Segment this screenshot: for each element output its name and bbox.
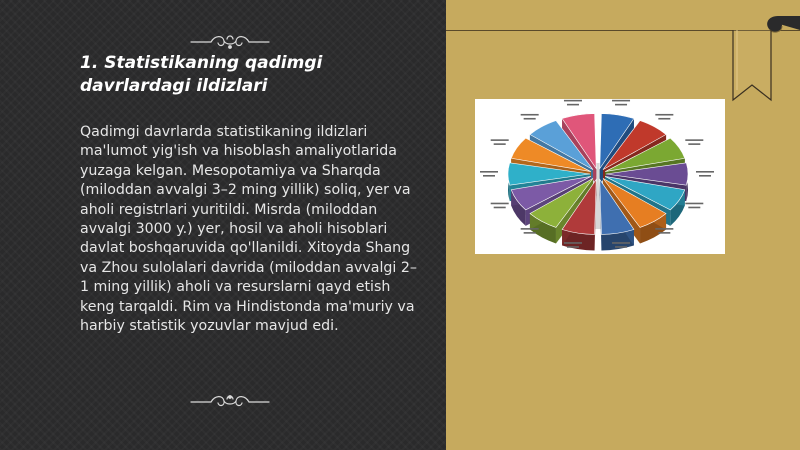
pie-label-mark: [685, 203, 703, 205]
pie-label-mark: [685, 139, 703, 141]
pie-label-mark: [564, 242, 582, 244]
ornament-divider-icon: [189, 32, 271, 52]
slide-body-text: Qadimgi davrlarda statistikaning ildizlari ma'lumot yig'ish va hisoblash amaliyotlarida yuzaga kelgan. Mesopotamiya va Sharqda (miloddan avvalgi 3–2 ming yillik) soliq, yer va aholi registrlari yuritildi. Misrda (miloddan avvalgi 3000 y.) yer, hosil va aholi hisoblari davlat boshqaruvida qo'llanildi. Xitoyda Shang va Zhou sulolalari davrida (miloddan avvalgi 2–1 ming yillik) aholi va resurslarni qayd etish keng tarqaldi. Rim va Hindistonda ma'muriy va harbiy statistik yozuvlar mavjud edi.: [80, 124, 417, 335]
ornament-divider-icon: [189, 392, 271, 412]
pie-label-mark: [521, 228, 539, 230]
pie-label-mark: [494, 143, 506, 145]
pie-label-mark: [494, 207, 506, 209]
pie-label-mark: [688, 143, 700, 145]
pie-label-mark: [567, 104, 579, 106]
pie-label-mark: [564, 100, 582, 102]
pie-label-mark: [615, 246, 627, 248]
bookmark-ribbon-icon: [731, 30, 773, 102]
pie-label-mark: [567, 246, 579, 248]
pie-label-mark: [655, 228, 673, 230]
pie-label-mark: [524, 118, 536, 120]
pie-label-mark: [480, 171, 498, 173]
pie-label-mark: [612, 242, 630, 244]
pie-label-mark: [612, 100, 630, 102]
pie-label-mark: [655, 114, 673, 116]
chart-image: [475, 99, 725, 254]
pie-label-mark: [688, 207, 700, 209]
pie-label-mark: [521, 114, 539, 116]
pie-label-mark: [524, 232, 536, 234]
pie-label-mark: [658, 232, 670, 234]
pie-label-mark: [491, 139, 509, 141]
slide-title: 1. Statistikaning qadimgi davrlardagi ildizlari: [80, 53, 323, 96]
pie-label-mark: [491, 203, 509, 205]
pie-label-mark: [483, 175, 495, 177]
pie-label-mark: [658, 118, 670, 120]
pie-label-mark: [699, 175, 711, 177]
pie-label-mark: [696, 171, 714, 173]
pie-label-mark: [615, 104, 627, 106]
pie-chart-graphic: [475, 99, 725, 254]
